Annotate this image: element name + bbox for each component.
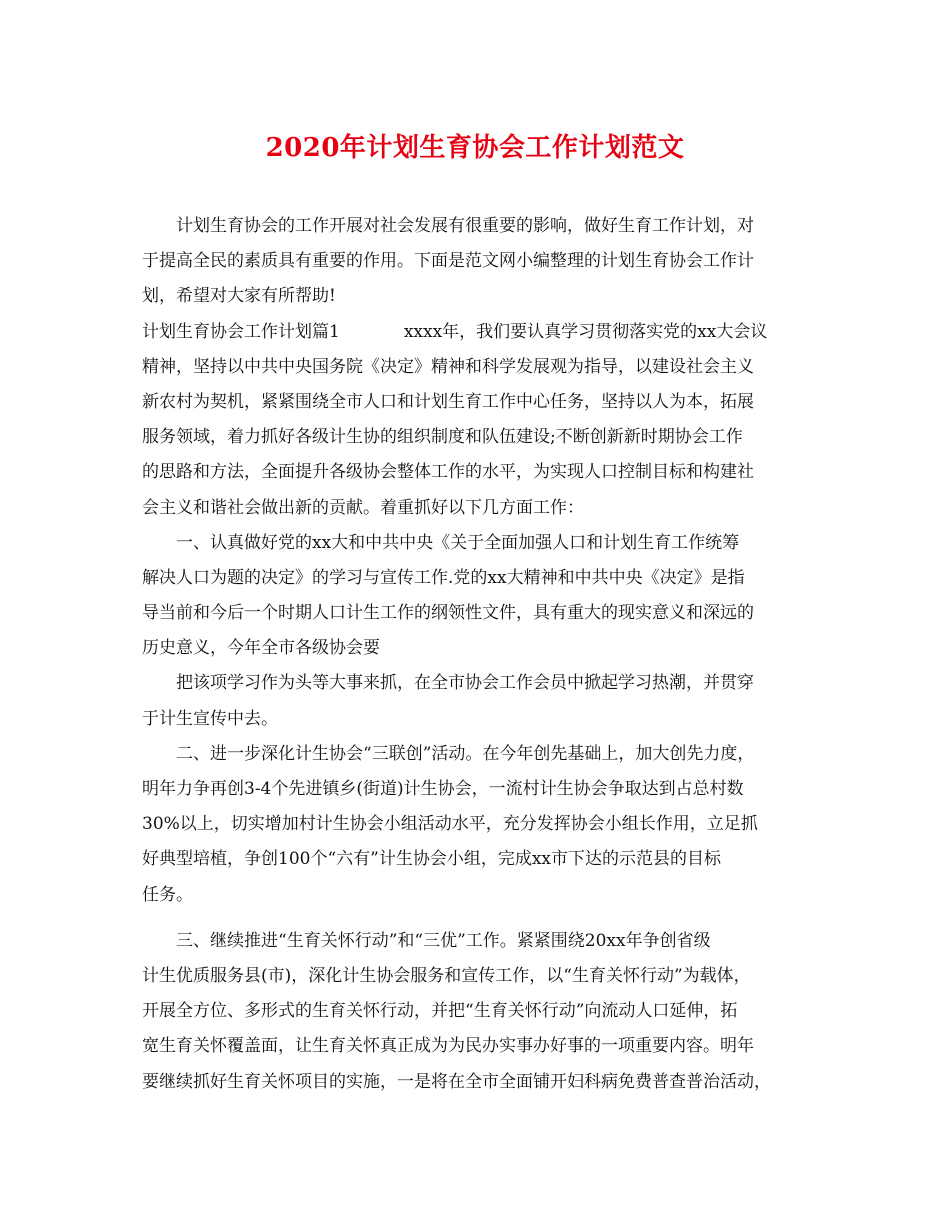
body-line: 精神，坚持以中共中央国务院《决定》精神和科学发展观为指导，以建设社会主义 — [142, 356, 754, 377]
body-line: 要继续抓好生育关怀项目的实施，一是将在全市全面铺开妇科病免费普查普治活动， — [142, 1071, 771, 1092]
body-line: 服务领域，着力抓好各级计生协的组织制度和队伍建设;不断创新新时期协会工作 — [142, 427, 743, 448]
body-line: 的思路和方法，全面提升各级协会整体工作的水平，为实现人口控制目标和构建社 — [142, 462, 754, 483]
body-line: 好典型培植，争创100个“六有”计生协会小组，完成xx市下达的示范县的目标 — [142, 849, 722, 870]
body-line: 历史意义，今年全市各级协会要 — [142, 638, 380, 659]
body-line: 30%以上，切实增加村计生协会小组活动水平，充分发挥协会小组长作用，立足抓 — [142, 814, 758, 835]
document-title: 2020年计划生育协会工作计划范文 — [265, 133, 685, 163]
body-text: xxxx年，我们要认真学习贯彻落实党的xx大会议 — [403, 321, 768, 342]
body-line: 二、进一步深化计生协会“三联创”活动。在今年创先基础上，加大创先力度， — [176, 743, 755, 764]
body-line: 任务。 — [142, 884, 193, 905]
body-line: 于提高全民的素质具有重要的作用。下面是范文网小编整理的计划生育协会工作计 — [142, 251, 754, 272]
body-line: 宽生育关怀覆盖面，让生育关怀真正成为为民办实事办好事的一项重要内容。明年 — [142, 1036, 754, 1057]
body-line-with-heading — [142, 315, 822, 350]
body-line: 解决人口为题的决定》的学习与宣传工作.党的xx大精神和中共中央《决定》是指 — [142, 567, 745, 588]
body-line: 三、继续推进“生育关怀行动”和“三优”工作。紧紧围绕20xx年争创省级 — [176, 930, 711, 951]
body-line: 导当前和今后一个时期人口计生工作的纲领性文件，具有重大的现实意义和深远的 — [142, 603, 754, 624]
body-line: 划，希望对大家有所帮助! — [142, 286, 336, 307]
body-line: 计生优质服务县(市)，深化计生协会服务和宣传工作，以“生育关怀行动”为载体， — [142, 965, 751, 986]
section-heading: 计划生育协会工作计划篇1 — [142, 321, 340, 342]
document-body — [142, 209, 822, 1100]
body-line: 把该项学习作为头等大事来抓，在全市协会工作会员中掀起学习热潮，并贯穿 — [176, 673, 754, 694]
body-line: 会主义和谐社会做出新的贡献。着重抓好以下几方面工作： — [142, 497, 584, 518]
body-line: 一、认真做好党的xx大和中共中央《关于全面加强人口和计划生育工作统筹 — [176, 532, 740, 553]
body-line: 新农村为契机，紧紧围绕全市人口和计划生育工作中心任务，坚持以人为本，拓展 — [142, 391, 754, 412]
body-line: 明年力争再创3-4个先进镇乡(街道)计生协会，一流村计生协会争取达到占总村数 — [142, 779, 744, 799]
body-line: 于计生宣传中去。 — [142, 708, 278, 729]
body-line: 开展全方位、多形式的生育关怀行动，并把“生育关怀行动”向流动人口延伸，拓 — [142, 1001, 738, 1022]
body-line: 计划生育协会的工作开展对社会发展有很重要的影响，做好生育工作计划，对 — [176, 216, 754, 236]
